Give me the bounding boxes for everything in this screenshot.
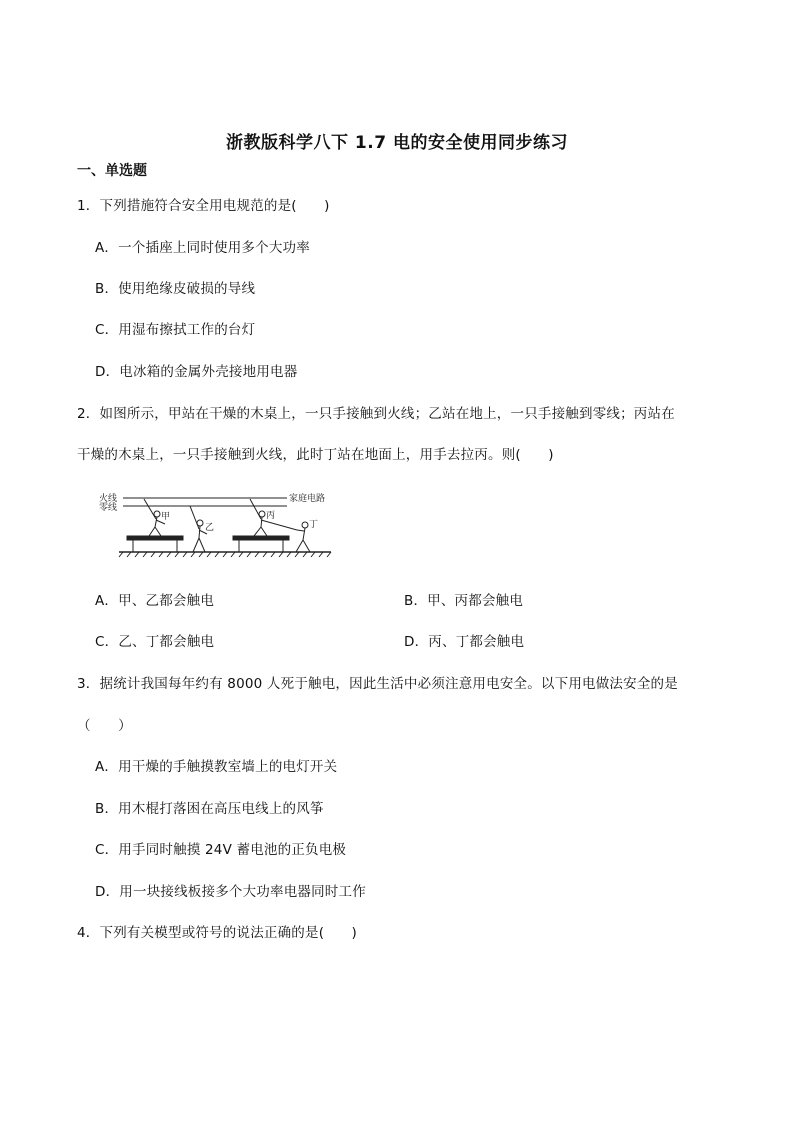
question-2-option-c[interactable]: C．乙、丁都会触电 (95, 634, 215, 650)
document-title: 浙教版科学八下 1.7 电的安全使用同步练习 (226, 133, 568, 153)
person-c-label: 丙 (266, 511, 276, 521)
circuit-figure (97, 486, 333, 562)
question-1-option-c[interactable]: C．用湿布擦拭工作的台灯 (95, 322, 256, 338)
question-1-stem: 1．下列措施符合安全用电规范的是( ) (77, 198, 330, 214)
person-a-label: 甲 (161, 512, 171, 522)
person-b-label: 乙 (205, 523, 215, 533)
question-3-option-b[interactable]: B．用木棍打落困在高压电线上的风筝 (95, 801, 324, 817)
question-1-option-b[interactable]: B．使用绝缘皮破损的导线 (95, 281, 256, 297)
question-3-option-c[interactable]: C．用手同时触摸 24V 蓄电池的正负电极 (95, 842, 347, 858)
live-wire-label: 火线 (99, 494, 118, 504)
question-1-option-d[interactable]: D．电冰箱的金属外壳接地用电器 (95, 364, 298, 380)
table-2 (233, 536, 289, 540)
person-d-label: 丁 (309, 520, 319, 530)
circuit-label: 家庭电路 (289, 494, 326, 504)
question-3-stem-line-2: （ ） (77, 718, 132, 734)
section-heading: 一、单选题 (77, 163, 147, 179)
question-2-option-d[interactable]: D．丙、丁都会触电 (404, 634, 525, 650)
neutral-wire-label: 零线 (99, 503, 118, 513)
question-2-stem-line-2: 干燥的木桌上，一只手接触到火线，此时丁站在地面上，用手去拉丙。则( ) (77, 447, 554, 463)
question-3-option-a[interactable]: A．用干燥的手触摸教室墙上的电灯开关 (95, 759, 338, 775)
person-d-figure (296, 522, 310, 552)
table-1 (127, 536, 183, 540)
question-2-option-a[interactable]: A．甲、乙都会触电 (95, 593, 215, 609)
question-3-option-d[interactable]: D．用一块接线板接多个大功率电器同时工作 (95, 884, 366, 900)
question-1-option-a[interactable]: A．一个插座上同时使用多个大功率 (95, 240, 310, 256)
question-2-option-b[interactable]: B．甲、丙都会触电 (404, 593, 524, 609)
question-4-stem: 4．下列有关模型或符号的说法正确的是( ) (77, 925, 358, 941)
question-2-stem-line-1: 2．如图所示，甲站在干燥的木桌上，一只手接触到火线；乙站在地上，一只手接触到零线；丙站在 (77, 406, 675, 422)
question-3-stem-line-1: 3．据统计我国每年约有 8000 人死于触电，因此生活中必须注意用电安全。以下用电做法安全的是 (77, 676, 678, 692)
